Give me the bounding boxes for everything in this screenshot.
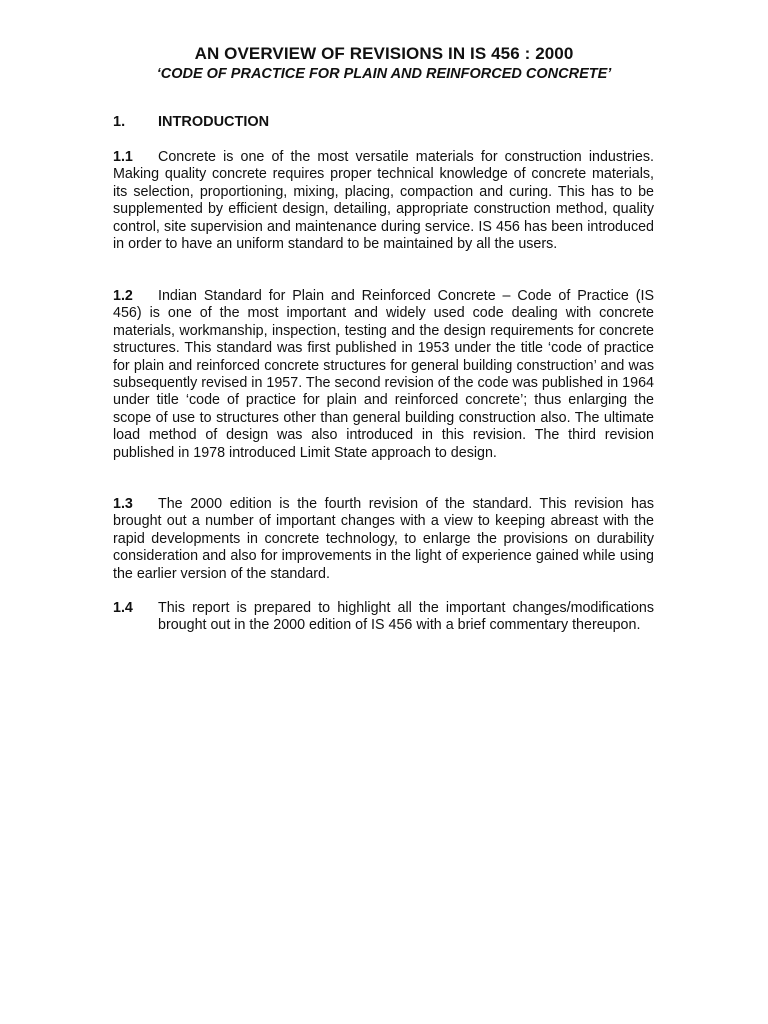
paragraph-text: The 2000 edition is the fourth revision of the standard. This revision has brought out a number of important changes with a view to keeping abreast with the rapid developments in concrete technology, to enlarge the provisions on durability consideration and also for improvements in the light of experience gained while using the earlier version of the standard. (113, 496, 654, 582)
paragraph-number: 1.1 (113, 149, 133, 165)
section-number: 1. (113, 114, 126, 130)
paragraph-1-1 (113, 149, 654, 253)
paragraph-1-2 (113, 288, 654, 462)
paragraph-1-4 (113, 600, 654, 635)
section-heading (113, 114, 269, 130)
document-title: AN OVERVIEW OF REVISIONS IN IS 456 : 2000 (194, 44, 574, 63)
section-title: INTRODUCTION (158, 114, 270, 130)
paragraph-text: Indian Standard for Plain and Reinforced Concrete – Code of Practice (IS 456) is one of the most important and widely used code dealing with concrete materials, workmanship, inspection, testing and the design requirements for concrete structures. This standard was first published in 1953 under the title ‘code of practice for plain and reinforced concrete structures for general building construction’ and was subsequently revised in 1957. The second revision of the code was published in 1964 under title ‘code of practice for plain and reinforced concrete’; thus enlarging the scope of use to structures other than general building construction also. The ultimate load method of design was also introduced in this revision. The third revision published in 1978 introduced Limit State approach to design. (113, 288, 654, 461)
paragraph-1-3 (113, 496, 654, 583)
paragraph-number: 1.2 (113, 288, 133, 304)
paragraph-number: 1.3 (113, 496, 133, 512)
document-subtitle: ‘CODE OF PRACTICE FOR PLAIN AND REINFORCED CONCRETE’ (156, 66, 612, 82)
paragraph-number: 1.4 (113, 600, 133, 616)
paragraph-text: Concrete is one of the most versatile materials for construction industries. Making quality concrete requires proper technical knowledge of concrete materials, its selection, proportioning, mixing, placing, compaction and curing. This has to be supplemented by efficient design, detailing, appropriate construction method, quality control, site supervision and maintenance during service. IS 456 has been introduced in order to have an uniform standard to be maintained by all the users. (113, 149, 654, 253)
paragraph-text: This report is prepared to highlight all the important changes/modifications brought out in the 2000 edition of IS 456 with a brief commentary thereupon. (158, 600, 654, 634)
